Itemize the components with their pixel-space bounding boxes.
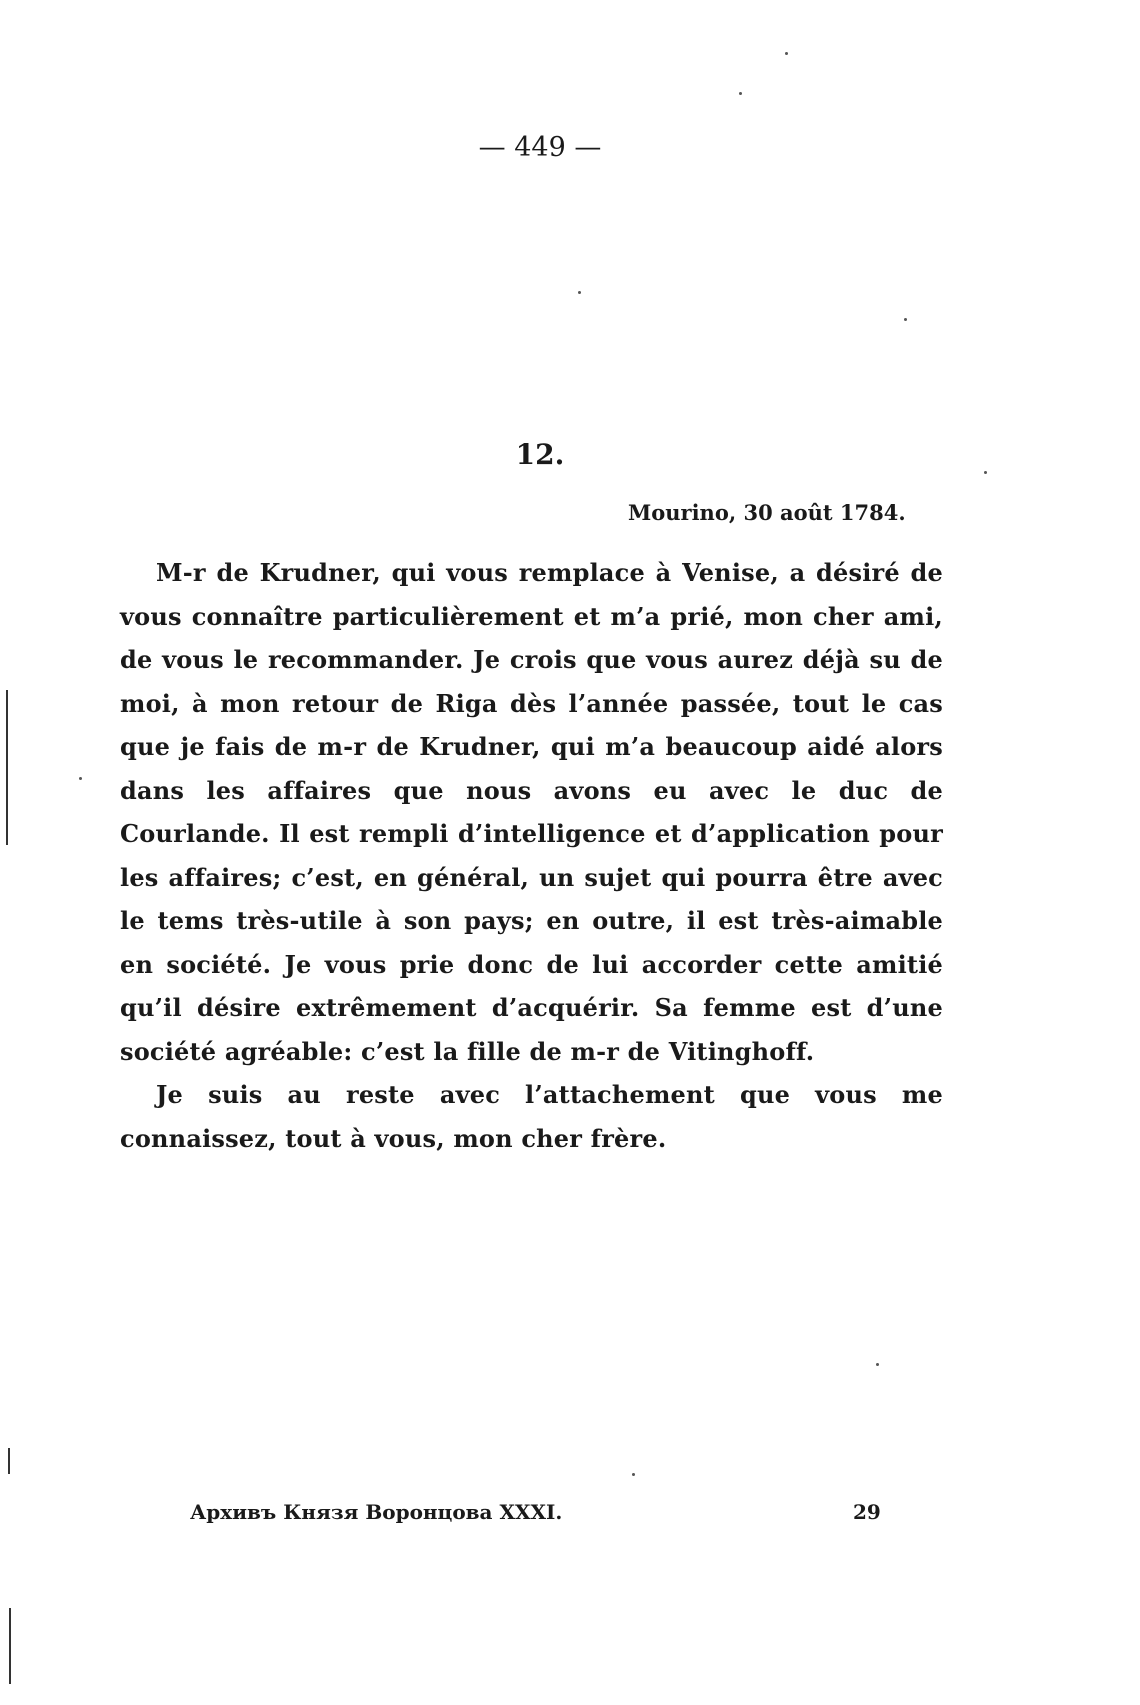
page-number: — 449 — (478, 132, 602, 163)
scan-margin-line (8, 1448, 10, 1474)
scan-speck (79, 777, 82, 780)
archive-footer: Архивъ Князя Воронцова XXXI. (190, 1500, 563, 1524)
dateline: Mourino, 30 août 1784. (628, 500, 906, 525)
scan-speck (785, 52, 788, 55)
scan-speck (739, 92, 742, 95)
signature-mark: 29 (853, 1500, 881, 1524)
paragraph: M-r de Krudner, qui vous remplace à Venise, a désiré de vous connaître particulièrement et m’a prié, mon cher ami, de vous le recommander. Je crois que vous aurez déjà su de moi, à mon retour de Riga dès l’année passée, tout le cas que je fais de m-r de Krudner, qui m’a beaucoup aidé alors dans les affaires que nous avons eu avec le duc de Courlande. Il est rempli d’intelligence et d’application pour les affaires; c’est, en général, un sujet qui pourra être avec le tems très-utile à son pays; en outre, il est très-aimable en société. Je vous prie donc de lui accorder cette amitié qu’il désire extrêmement d’acquérir. Sa femme est d’une société agréable: c’est la fille de m-r de Vitinghoff. (120, 558, 943, 1066)
scan-speck (876, 1363, 879, 1366)
letter-number: 12. (515, 438, 565, 471)
scan-margin-line (9, 1608, 11, 1684)
scan-speck (578, 291, 581, 294)
paragraph: Je suis au reste avec l’attachement que vous me connaissez, tout à vous, mon cher frère. (120, 1080, 943, 1153)
letter-body (120, 551, 943, 1160)
scan-speck (984, 471, 987, 474)
scan-speck (632, 1473, 635, 1476)
scan-speck (904, 318, 907, 321)
scan-margin-line (6, 690, 8, 845)
